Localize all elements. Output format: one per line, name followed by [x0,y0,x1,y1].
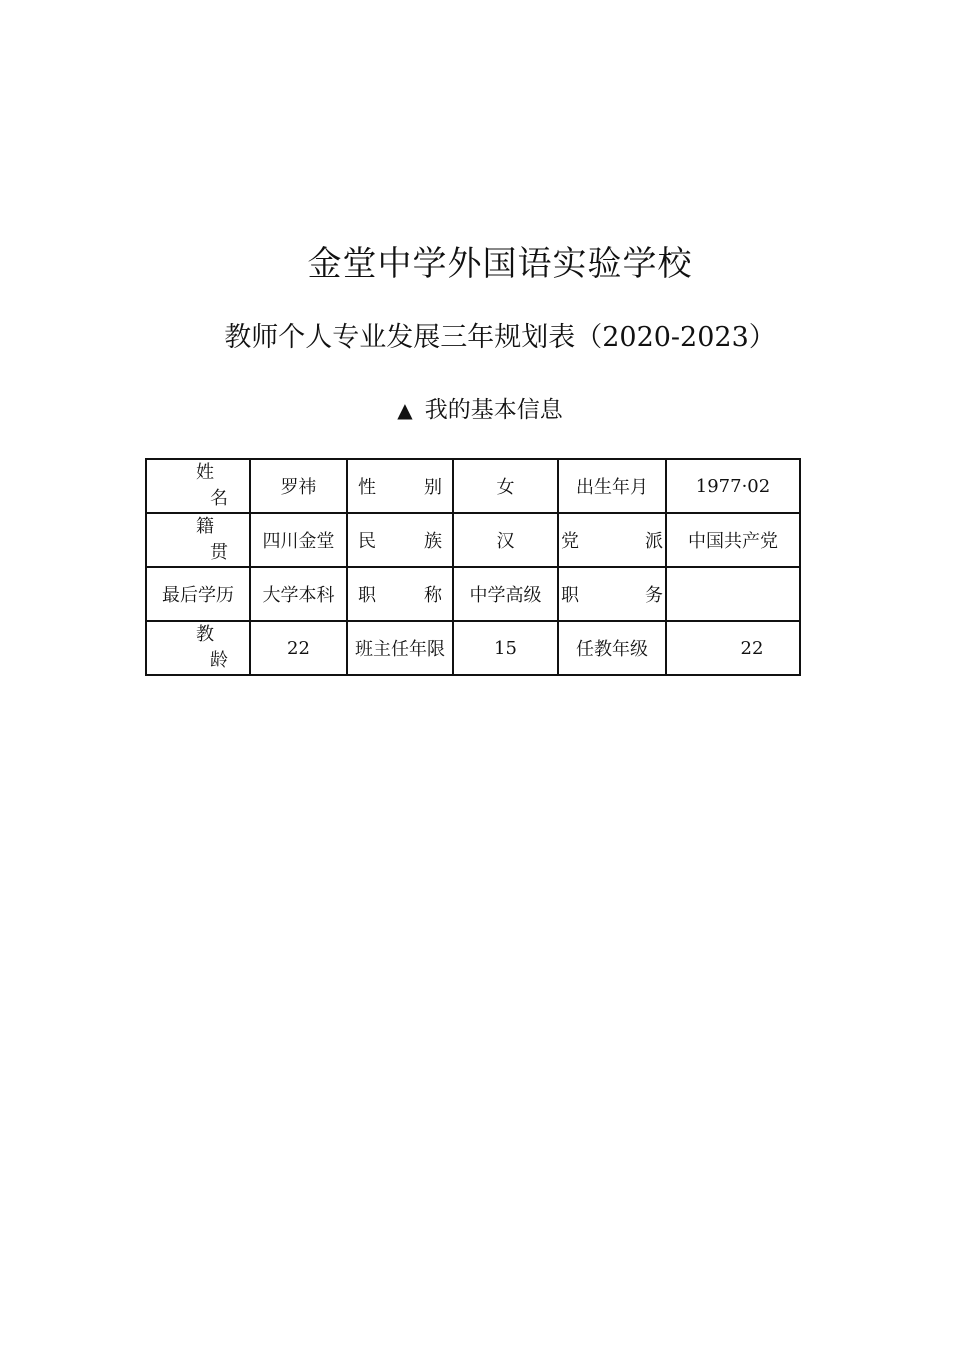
label-teaching-years: 教 龄 [146,621,250,675]
value-ethnicity: 汉 [453,513,558,567]
value-position [666,567,800,621]
table-row [146,459,800,513]
table-row [146,513,800,567]
section-title: 我的基本信息 [424,397,563,423]
label-party: 党派 [558,513,666,567]
value-title: 中学高级 [453,567,558,621]
label-head-teacher-years: 班主任年限 [347,621,453,675]
label-position: 职务 [558,567,666,621]
label-name: 姓 名 [146,459,250,513]
value-education: 大学本科 [250,567,347,621]
label-ethnicity: 民族 [347,513,453,567]
value-party: 中国共产党 [666,513,800,567]
label-title: 职称 [347,567,453,621]
value-teaching-grade: 22 [666,621,800,675]
label-birth-date: 出生年月 [558,459,666,513]
label-teaching-grade: 任教年级 [558,621,666,675]
value-gender: 女 [453,459,558,513]
value-native-place: 四川金堂 [250,513,347,567]
value-name: 罗祎 [250,459,347,513]
value-teaching-years: 22 [250,621,347,675]
label-native-place: 籍 贯 [146,513,250,567]
table-row [146,621,800,675]
value-head-teacher-years: 15 [453,621,558,675]
form-title: 教师个人专业发展三年规划表（2020-2023） [224,322,776,353]
label-gender: 性别 [347,459,453,513]
table-row [146,567,800,621]
triangle-marker-icon: ▲ [397,398,413,422]
label-education: 最后学历 [146,567,250,621]
basic-info-table [145,458,801,676]
value-birth-date: 1977·02 [666,459,800,513]
section-heading [0,390,960,430]
school-name: 金堂中学外国语实验学校 [307,244,693,284]
